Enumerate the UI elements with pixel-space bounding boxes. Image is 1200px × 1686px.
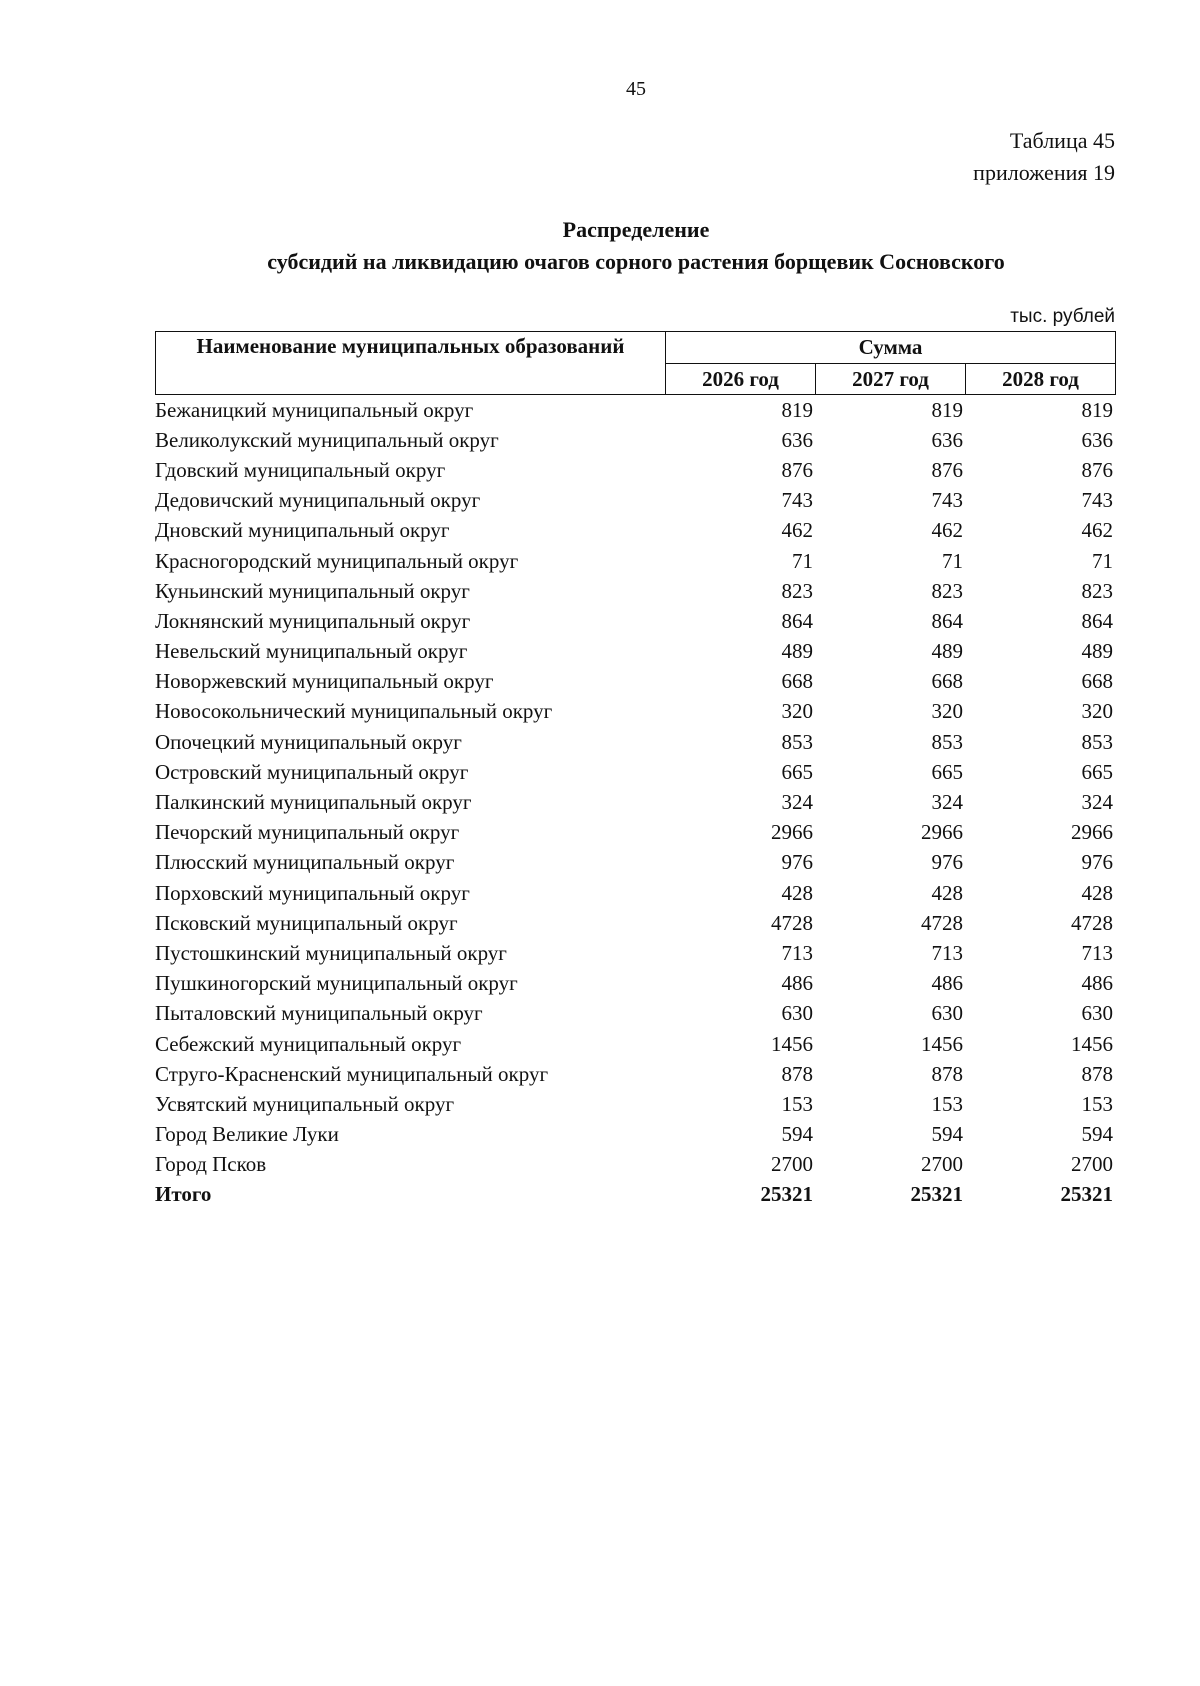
value-2027: 819 — [931, 397, 963, 422]
table-row — [155, 637, 1115, 667]
municipality-name: Усвятский муниципальный округ — [155, 1091, 455, 1116]
value-2028: 594 — [1081, 1122, 1113, 1147]
table-row — [155, 938, 1115, 968]
value-2028: 864 — [1081, 608, 1113, 633]
value-2028: 2700 — [1071, 1152, 1113, 1177]
column-header-2027: 2027 год — [816, 364, 966, 395]
document-title — [0, 214, 1200, 278]
table-row — [155, 425, 1115, 455]
title-line-2: субсидий на ликвидацию очагов сорного растения борщевик Сосновского — [267, 249, 1005, 274]
table-body — [155, 395, 1115, 1210]
title-line-1: Распределение — [562, 217, 710, 242]
value-2027: 665 — [931, 759, 963, 784]
table-row — [155, 455, 1115, 485]
value-2026: 668 — [781, 669, 813, 694]
municipality-name: Бежаницкий муниципальный округ — [155, 397, 474, 422]
value-2026: 853 — [781, 729, 813, 754]
value-2027: 324 — [931, 790, 963, 815]
column-header-2028: 2028 год — [966, 364, 1116, 395]
value-2027: 976 — [931, 850, 963, 875]
table-row — [155, 969, 1115, 999]
table-row — [155, 727, 1115, 757]
table-row — [155, 818, 1115, 848]
municipality-name: Плюсский муниципальный округ — [155, 850, 455, 875]
municipality-name: Дновский муниципальный округ — [155, 518, 450, 543]
municipality-name: Дедовичский муниципальный округ — [155, 488, 481, 513]
table-row — [155, 787, 1115, 817]
value-2026: 636 — [781, 427, 813, 452]
value-2027: 823 — [931, 578, 963, 603]
value-2028: 743 — [1081, 488, 1113, 513]
value-2028: 428 — [1081, 880, 1113, 905]
municipality-name: Локнянский муниципальный округ — [155, 608, 471, 633]
value-2028: 636 — [1081, 427, 1113, 452]
table-row — [155, 546, 1115, 576]
value-2028: 71 — [1092, 548, 1113, 573]
value-2027: 486 — [931, 971, 963, 996]
value-2027: 320 — [931, 699, 963, 724]
value-2026: 976 — [781, 850, 813, 875]
municipality-name: Великолукский муниципальный округ — [155, 427, 499, 452]
municipality-name: Невельский муниципальный округ — [155, 639, 468, 664]
table-row — [155, 1029, 1115, 1059]
table-row — [155, 395, 1115, 425]
value-2028: 665 — [1081, 759, 1113, 784]
value-2026: 2966 — [771, 820, 813, 845]
value-2026: 462 — [781, 518, 813, 543]
value-2028: 823 — [1081, 578, 1113, 603]
appendix-number: приложения 19 — [973, 160, 1115, 185]
value-2028: 976 — [1081, 850, 1113, 875]
value-2027: 878 — [931, 1061, 963, 1086]
value-2026: 428 — [781, 880, 813, 905]
value-2026: 878 — [781, 1061, 813, 1086]
value-2026: 630 — [781, 1001, 813, 1026]
value-2026: 4728 — [771, 910, 813, 935]
value-2027: 713 — [931, 940, 963, 965]
value-2027: 1456 — [921, 1031, 963, 1056]
municipality-name: Новосокольнический муниципальный округ — [155, 699, 553, 724]
value-2026: 665 — [781, 759, 813, 784]
municipality-name: Порховский муниципальный округ — [155, 880, 470, 905]
municipality-name: Пушкиногорский муниципальный округ — [155, 971, 518, 996]
value-2028: 853 — [1081, 729, 1113, 754]
table-row — [155, 486, 1115, 516]
value-2026: 153 — [781, 1091, 813, 1116]
value-2026: 594 — [781, 1122, 813, 1147]
value-2026: 876 — [781, 457, 813, 482]
value-2028: 630 — [1081, 1001, 1113, 1026]
value-2027: 668 — [931, 669, 963, 694]
municipality-name: Палкинский муниципальный округ — [155, 790, 472, 815]
value-2027: 4728 — [921, 910, 963, 935]
table-row — [155, 1150, 1115, 1180]
value-2026: 713 — [781, 940, 813, 965]
value-2026: 324 — [781, 790, 813, 815]
municipality-name: Куньинский муниципальный округ — [155, 578, 470, 603]
table-header — [155, 331, 1116, 395]
column-header-name: Наименование муниципальных образований — [156, 332, 666, 395]
value-2028: 668 — [1081, 669, 1113, 694]
value-2026: 2700 — [771, 1152, 813, 1177]
municipality-name: Островский муниципальный округ — [155, 759, 469, 784]
value-2027: 489 — [931, 639, 963, 664]
column-header-sum: Сумма — [666, 332, 1116, 364]
value-2026: 486 — [781, 971, 813, 996]
value-2028: 819 — [1081, 397, 1113, 422]
table-number: Таблица 45 — [1009, 128, 1115, 153]
municipality-name: Гдовский муниципальный округ — [155, 457, 446, 482]
value-2028: 876 — [1081, 457, 1113, 482]
value-2027: 743 — [931, 488, 963, 513]
value-2026: 489 — [781, 639, 813, 664]
municipality-name: Пустошкинский муниципальный округ — [155, 940, 507, 965]
municipality-name: Струго-Красненский муниципальный округ — [155, 1061, 549, 1086]
value-2027: 428 — [931, 880, 963, 905]
municipality-name: Красногородский муниципальный округ — [155, 548, 519, 573]
table-row — [155, 697, 1115, 727]
value-2026: 823 — [781, 578, 813, 603]
value-2027: 153 — [931, 1091, 963, 1116]
total-value-2026: 25321 — [760, 1182, 813, 1207]
value-2028: 320 — [1081, 699, 1113, 724]
value-2028: 324 — [1081, 790, 1113, 815]
value-2026: 864 — [781, 608, 813, 633]
value-2028: 153 — [1081, 1091, 1113, 1116]
total-value-2027: 25321 — [910, 1182, 963, 1207]
table-row — [155, 516, 1115, 546]
units-label: тыс. рублей — [1010, 306, 1115, 327]
table-row — [155, 999, 1115, 1029]
total-label: Итого — [155, 1182, 212, 1207]
table-row — [155, 606, 1115, 636]
table-row — [155, 848, 1115, 878]
municipality-name: Пыталовский муниципальный округ — [155, 1001, 483, 1026]
value-2026: 819 — [781, 397, 813, 422]
municipality-name: Город Псков — [155, 1152, 267, 1177]
municipality-name: Город Великие Луки — [155, 1122, 339, 1147]
total-value-2028: 25321 — [1060, 1182, 1113, 1207]
value-2028: 713 — [1081, 940, 1113, 965]
value-2027: 2966 — [921, 820, 963, 845]
value-2027: 876 — [931, 457, 963, 482]
value-2028: 878 — [1081, 1061, 1113, 1086]
table-row — [155, 1120, 1115, 1150]
value-2028: 489 — [1081, 639, 1113, 664]
table-row — [155, 667, 1115, 697]
value-2027: 71 — [942, 548, 963, 573]
table-row — [155, 1059, 1115, 1089]
municipality-name: Новоржевский муниципальный округ — [155, 669, 494, 694]
page-number: 45 — [626, 78, 646, 100]
column-header-2026: 2026 год — [666, 364, 816, 395]
value-2027: 636 — [931, 427, 963, 452]
value-2028: 1456 — [1071, 1031, 1113, 1056]
value-2028: 2966 — [1071, 820, 1113, 845]
municipality-name: Себежский муниципальный округ — [155, 1031, 462, 1056]
table-row — [155, 576, 1115, 606]
value-2026: 320 — [781, 699, 813, 724]
value-2028: 486 — [1081, 971, 1113, 996]
table-row — [155, 878, 1115, 908]
municipality-name: Печорский муниципальный округ — [155, 820, 460, 845]
value-2027: 594 — [931, 1122, 963, 1147]
value-2028: 4728 — [1071, 910, 1113, 935]
value-2026: 743 — [781, 488, 813, 513]
municipality-name: Псковский муниципальный округ — [155, 910, 458, 935]
value-2028: 462 — [1081, 518, 1113, 543]
value-2027: 853 — [931, 729, 963, 754]
value-2027: 864 — [931, 608, 963, 633]
value-2027: 2700 — [921, 1152, 963, 1177]
table-row — [155, 908, 1115, 938]
table-reference — [973, 125, 1115, 189]
municipality-name: Опочецкий муниципальный округ — [155, 729, 462, 754]
table-row — [155, 757, 1115, 787]
value-2027: 630 — [931, 1001, 963, 1026]
table-row — [155, 1089, 1115, 1119]
value-2027: 462 — [931, 518, 963, 543]
value-2026: 1456 — [771, 1031, 813, 1056]
total-row — [155, 1180, 1115, 1210]
value-2026: 71 — [792, 548, 813, 573]
